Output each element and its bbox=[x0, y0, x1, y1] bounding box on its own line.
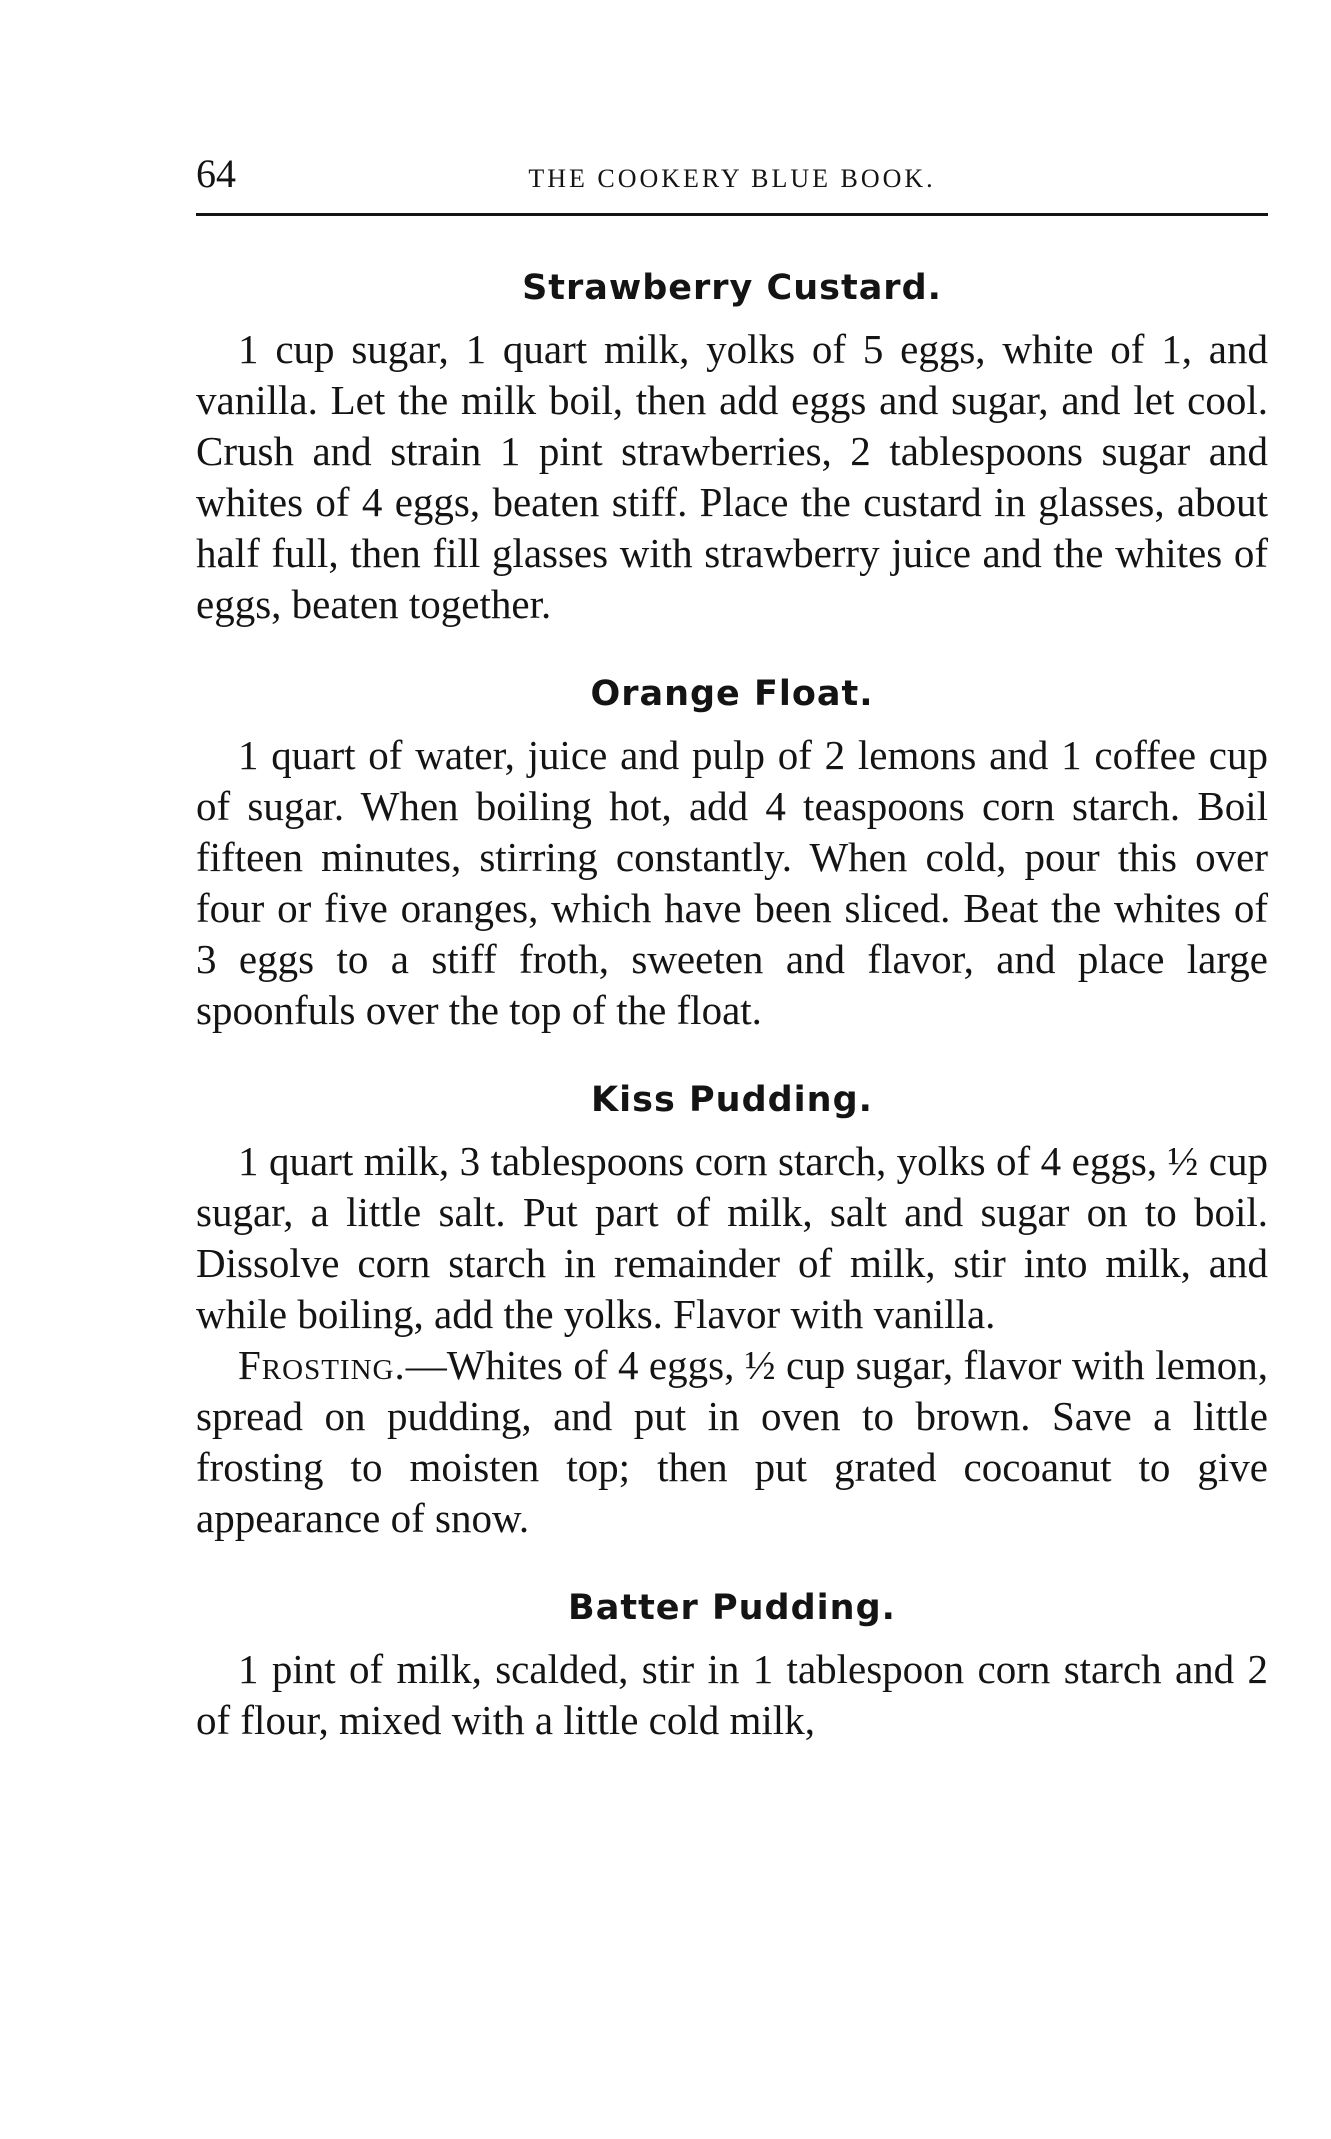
recipe-paragraph: 1 quart milk, 3 tablespoons corn starch, yolks of 4 eggs, ½ cup sugar, a little salt. Put part of milk, salt and sugar on to boil. Dissolve corn starch in remainder of milk, stir into milk, and while boiling, add the yolks. Flavor with vanilla. bbox=[196, 1138, 1268, 1337]
recipe-kiss-pudding bbox=[196, 1078, 1268, 1544]
frosting-text: —Whites of 4 eggs, ½ cup sugar, flavor with lemon, spread on pudding, and put in oven to brown. Save a little frosting to moisten top; then put grated cocoanut to give appearance of snow. bbox=[196, 1342, 1268, 1541]
recipe-title: Kiss Pudding. bbox=[591, 1080, 873, 1120]
recipe-strawberry-custard bbox=[196, 266, 1268, 630]
book-page bbox=[196, 150, 1268, 1788]
recipe-title: Orange Float. bbox=[590, 674, 874, 714]
frosting-label: Frosting. bbox=[238, 1342, 406, 1388]
recipe-paragraph: 1 pint of milk, scalded, stir in 1 tablespoon corn starch and 2 of flour, mixed with a little cold milk, bbox=[196, 1646, 1268, 1743]
recipe-orange-float bbox=[196, 672, 1268, 1036]
recipe-batter-pudding bbox=[196, 1586, 1268, 1746]
frosting-paragraph bbox=[196, 1340, 1268, 1544]
recipe-title: Strawberry Custard. bbox=[522, 268, 942, 308]
recipe-paragraph: 1 quart of water, juice and pulp of 2 lemons and 1 coffee cup of sugar. When boiling hot, add 4 teaspoons corn starch. Boil fifteen minutes, stirring constantly. When cold, pour this over four or five oranges, which have been sliced. Beat the whites of 3 eggs to a stiff froth, sweeten and flavor, and place large spoonfuls over the top of the float. bbox=[196, 732, 1268, 1033]
recipe-paragraph: 1 cup sugar, 1 quart milk, yolks of 5 eggs, white of 1, and vanilla. Let the milk boil, then add eggs and sugar, and let cool. Crush and strain 1 pint strawberries, 2 tablespoons sugar and whites of 4 eggs, beaten stiff. Place the custard in glasses, about half full, then fill glasses with strawberry juice and the whites of eggs, beaten together. bbox=[196, 326, 1268, 627]
running-head bbox=[196, 150, 1268, 210]
page-number: 64 bbox=[196, 151, 236, 196]
book-title: THE COOKERY BLUE BOOK. bbox=[528, 164, 936, 193]
header-rule bbox=[196, 213, 1268, 216]
recipe-title: Batter Pudding. bbox=[568, 1588, 896, 1628]
